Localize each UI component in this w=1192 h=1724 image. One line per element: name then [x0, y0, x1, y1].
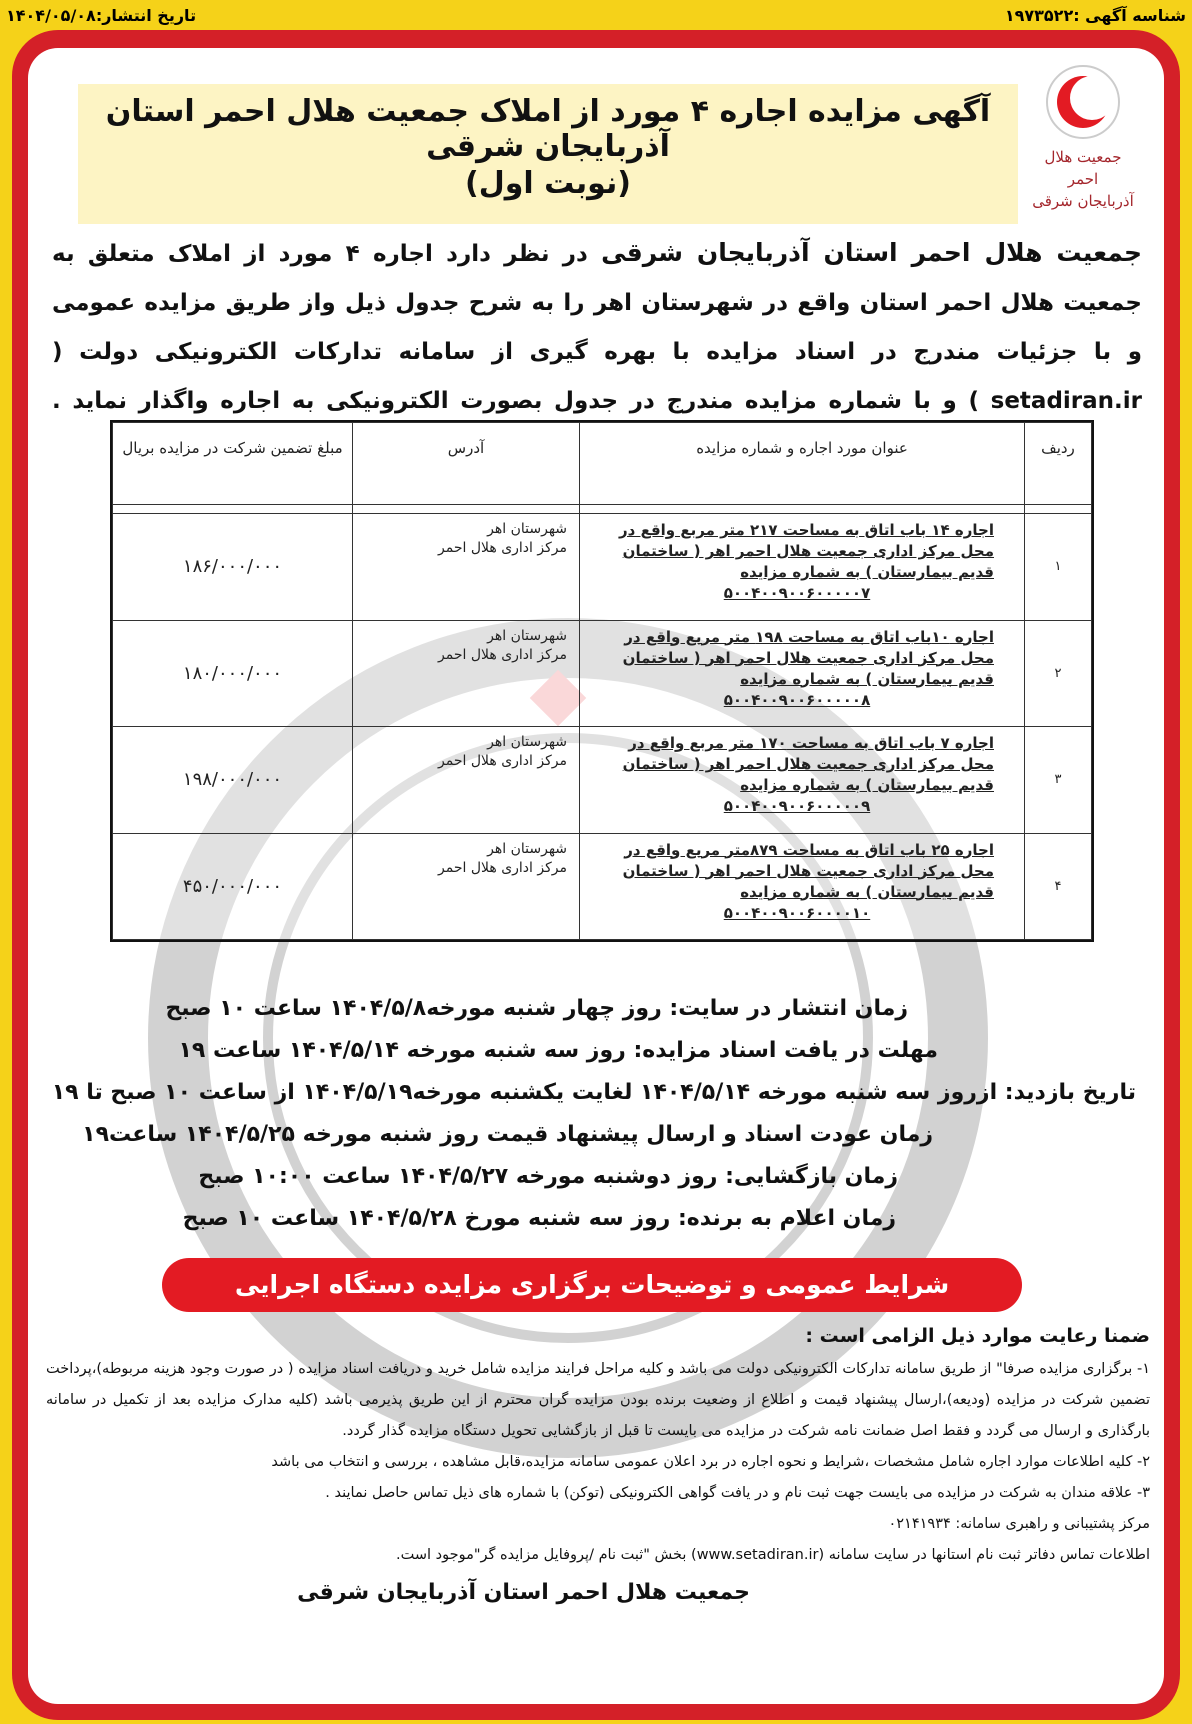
col-row: ردیف: [1025, 423, 1092, 505]
terms-lead: ضمنا رعایت موارد ذیل الزامی است :: [805, 1325, 1150, 1347]
terms-item-1: ۱- برگزاری مزایده صرفا" از طریق سامانه تدارکات الکترونیکی دولت می باشد و کلیه مراحل فرایند مزایده شامل خرید و دریافت اسناد مزایده ( در صورت وجود هزینه مربوطه)،پرداخت تضمین شرکت در مزایده (ودیعه)،ارسال پیشنهاد قیمت و اطلاع از وضعیت برنده بودن مزایده گران محترم از این طریق پذیرمی باشد (کلیه مدارک مزایده بعد از تکمیل در سامانه بارگذاری و ارسال می گردد و فقط اصل ضمانت نامه شرکت در مزایده می بایست تا قبل از بازگشایی تحویل دستگاه مزایده گذار گردد.: [46, 1361, 1150, 1439]
row-number: ۲: [1025, 620, 1092, 727]
row-title: اجاره ۷ باب اتاق به مساحت ۱۷۰ متر مربع واقع در محل مرکز اداری جمعیت هلال احمر اهر ( ساختمان قدیم بیمارستان ) به شماره مزایده ۵۰۰۴۰۰۹۰۰۶۰۰۰۰۰۹: [580, 727, 1025, 834]
schedule-winner: زمان اعلام به برنده: روز سه شنبه مورخ ۱۴۰۴/۵/۲۸ ساعت ۱۰ صبح: [182, 1206, 896, 1231]
schedule-opening: زمان بازگشایی: روز دوشنبه مورخه ۱۴۰۴/۵/۲۷ ساعت ۱۰:۰۰ صبح: [198, 1164, 898, 1189]
publish-date: تاریخ انتشار:۱۴۰۴/۰۵/۰۸: [6, 6, 197, 25]
crescent-icon: [1028, 62, 1138, 142]
table-row: [113, 833, 1092, 940]
col-amount: مبلغ تضمین شرکت در مزایده بریال: [113, 423, 353, 505]
table-row: [113, 514, 1092, 621]
page-title: آگهی مزایده اجاره ۴ مورد از املاک جمعیت هلال احمر استان آذربایجان شرقی: [105, 94, 991, 164]
auction-table: [110, 420, 1094, 942]
row-address: شهرستان اهر مرکز اداری هلال احمر: [353, 833, 580, 940]
intro-paragraph: [52, 228, 1142, 426]
logo-text-1: جمعیت هلال احمر: [1044, 148, 1122, 188]
row-number: ۳: [1025, 727, 1092, 834]
auction-code: ۵۰۰۴۰۰۹۰۰۶۰۰۰۰۰۷: [723, 584, 871, 602]
schedule-return: زمان عودت اسناد و ارسال پیشنهاد قیمت روز شنبه مورخه ۱۴۰۴/۵/۲۵ ساعت۱۹: [82, 1122, 933, 1147]
support-line: مرکز پشتیبانی و راهبری سامانه: ۰۲۱۴۱۹۳۴: [888, 1516, 1150, 1532]
schedule-visit: تاریخ بازدید: ازروز سه شنبه مورخه ۱۴۰۴/۵/۱۴ لغایت یکشنبه مورخه۱۴۰۴/۵/۱۹ از ساعت ۱۰ صبح تا ۱۹: [51, 1080, 1136, 1105]
ad-id: شناسه آگهی :۱۹۷۳۵۲۲: [1004, 6, 1186, 25]
row-title: اجاره ۱۰باب اتاق به مساحت ۱۹۸ متر مربع واقع در محل مرکز اداری جمعیت هلال احمر اهر ( ساختمان قدیم بیمارستان ) به شماره مزایده ۵۰۰۴۰۰۹۰۰۶۰۰۰۰۰۸: [580, 620, 1025, 727]
top-bar: [6, 6, 1186, 28]
col-title: عنوان مورد اجاره و شماره مزایده: [580, 423, 1025, 505]
document-body: [28, 48, 1164, 1704]
col-address: آدرس: [353, 423, 580, 505]
row-address: شهرستان اهر مرکز اداری هلال احمر: [353, 620, 580, 727]
schedule-publish: زمان انتشار در سایت: روز چهار شنبه مورخه۱۴۰۴/۵/۸ ساعت ۱۰ صبح: [165, 996, 908, 1021]
auction-code: ۵۰۰۴۰۰۹۰۰۶۰۰۰۰۱۰: [723, 903, 871, 922]
contact-line: اطلاعات تماس دفاتر ثبت نام استانها در سایت سامانه (www.setadiran.ir) بخش "ثبت نام /پروفایل مزایده گر"موجود است.: [396, 1547, 1150, 1563]
row-title: اجاره ۲۵ باب اتاق به مساحت ۸۷۹متر مربع واقع در محل مرکز اداری جمعیت هلال احمر اهر ( ساختمان قدیم بیمارستان ) به شماره مزایده ۵۰۰۴۰۰۹۰۰۶۰۰۰۰۱۰: [580, 833, 1025, 940]
terms-item-3: ۳- علاقه مندان به شرکت در مزایده می بایست جهت ثبت نام و در یافت گواهی الکترونیکی (توکن) با شماره های ذیل تماس حاصل نمایند .: [325, 1485, 1150, 1501]
row-amount: ۱۸۶/۰۰۰/۰۰۰: [113, 514, 353, 621]
row-amount: ۱۹۸/۰۰۰/۰۰۰: [113, 727, 353, 834]
terms-section: [46, 1318, 1150, 1608]
row-amount: ۱۸۰/۰۰۰/۰۰۰: [113, 620, 353, 727]
row-number: ۴: [1025, 833, 1092, 940]
auction-code: ۵۰۰۴۰۰۹۰۰۶۰۰۰۰۰۹: [723, 797, 871, 815]
page-subtitle: (نوبت اول): [465, 166, 631, 201]
logo-text-2: آذربایجان شرقی: [1032, 192, 1134, 210]
table-header-row: [113, 423, 1092, 505]
auction-code: ۵۰۰۴۰۰۹۰۰۶۰۰۰۰۰۸: [723, 690, 871, 709]
row-amount: ۴۵۰/۰۰۰/۰۰۰: [113, 833, 353, 940]
intro-body: در نظر دارد اجاره ۴ مورد از املاک متعلق به جمعیت هلال احمر استان واقع در شهرستان اهر را به شرح جدول ذیل واز طریق مزایده عمومی و با جزئیات مندرج در اسناد مزایده با بهره گیری از سامانه تدارکات الکترونیکی دولت ( setadiran.ir ) و با شماره مزایده مندرج در جدول بصورت الکترونیکی به اجاره واگذار نماید .: [52, 241, 1142, 414]
row-address: شهرستان اهر مرکز اداری هلال احمر: [353, 514, 580, 621]
table-row: [113, 727, 1092, 834]
red-crescent-logo: [1028, 62, 1138, 212]
terms-item-2: ۲- کلیه اطلاعات موارد اجاره شامل مشخصات ،شرایط و نحوه اجاره در برد اعلان عمومی سامانه مزایده،قابل مشاهده ، بررسی و انتخاب می باشد: [271, 1454, 1150, 1470]
row-number: ۱: [1025, 514, 1092, 621]
terms-banner: شرایط عمومی و توضیحات برگزاری مزایده دستگاه اجرایی: [162, 1258, 1022, 1312]
signature: جمعیت هلال احمر استان آذربایجان شرقی: [297, 1580, 750, 1605]
schedule-docs-deadline: مهلت در یافت اسناد مزایده: روز سه شنبه مورخه ۱۴۰۴/۵/۱۴ ساعت ۱۹: [178, 1038, 938, 1063]
schedule: [48, 988, 1148, 1240]
row-title: اجاره ۱۴ باب اتاق به مساحت ۲۱۷ متر مربع واقع در محل مرکز اداری جمعیت هلال احمر اهر ( ساختمان قدیم بیمارستان ) به شماره مزایده ۵۰۰۴۰۰۹۰۰۶۰۰۰۰۰۷: [580, 514, 1025, 621]
row-address: شهرستان اهر مرکز اداری هلال احمر: [353, 727, 580, 834]
intro-org: جمعیت هلال احمر استان آذربایجان شرقی: [601, 238, 1142, 267]
header: [78, 84, 1018, 224]
table-row: [113, 620, 1092, 727]
